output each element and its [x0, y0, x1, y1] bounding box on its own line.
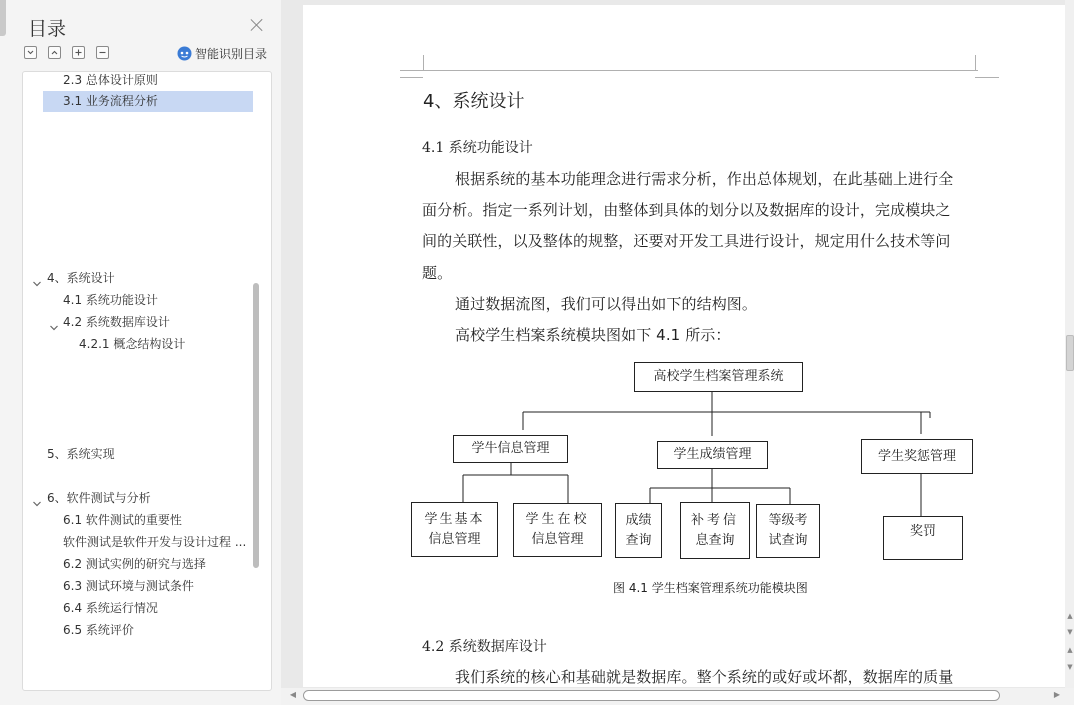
toc-item-6-1-sub[interactable]: [63, 532, 246, 553]
subsection-heading-4-2: 4.2 系统数据库设计: [422, 639, 547, 655]
paragraph-line: 根据系统的基本功能理念进行需求分析，作出总体规划，在此基础上进行全: [455, 170, 954, 188]
minus-icon[interactable]: [96, 46, 109, 59]
diagram-root-node: 高校学生档案管理系统: [634, 362, 803, 392]
paragraph-line: 我们系统的核心和基础就是数据库。整个系统的或好或坏都，数据库的质量: [455, 668, 954, 686]
paragraph-line: 高校学生档案系统模块图如下 4.1 所示：: [455, 326, 731, 344]
paragraph-line: 间的关联性，以及整体的规整，还要对开发工具进行设计，规定用什么技术等问: [422, 232, 951, 250]
smart-recognize-icon: [177, 46, 192, 61]
chevron-down-icon[interactable]: [32, 494, 42, 504]
toc-scrollbar[interactable]: [253, 283, 259, 568]
header-line: [400, 70, 978, 71]
paragraph-line: 通过数据流图，我们可以得出如下的结构图。: [455, 295, 758, 313]
toc-item-label: 6.2 测试实例的研究与选择: [63, 557, 206, 571]
leaf-line: 学生基本: [424, 511, 485, 527]
toc-item-label: 4.2 系统数据库设计: [63, 315, 170, 329]
smart-toc-label: 智能识别目录: [195, 46, 268, 61]
diagram-node-reward: 学生奖惩管理: [861, 439, 973, 474]
section-heading: 4、系统设计: [423, 91, 525, 112]
toc-item-label: 6.3 测试环境与测试条件: [63, 579, 194, 593]
crop-mark-left-h: [400, 77, 423, 78]
subsection-heading-4-1: 4.1 系统功能设计: [422, 140, 533, 156]
scroll-up-icon[interactable]: ▲: [1067, 612, 1073, 620]
toc-list: [22, 71, 272, 691]
toc-item-4[interactable]: [47, 268, 115, 289]
chevron-down-icon[interactable]: [49, 318, 59, 328]
diagram-leaf-reward: 奖罚: [883, 516, 963, 560]
toc-panel: [0, 0, 281, 705]
leaf-line: 等级考: [768, 513, 808, 528]
plus-icon[interactable]: [72, 46, 85, 59]
toc-item-6-2[interactable]: [63, 554, 206, 575]
document-horizontal-scroll-thumb[interactable]: [303, 690, 1000, 701]
page-up-icon[interactable]: ▲: [1067, 646, 1073, 654]
crop-mark-right: [975, 55, 976, 70]
scroll-down-icon[interactable]: ▼: [1067, 628, 1073, 636]
crop-mark-right-h: [975, 77, 999, 78]
leaf-line: 补考信: [690, 512, 739, 528]
toc-title: 目录: [28, 18, 67, 40]
toc-item-label: 4.2.1 概念结构设计: [79, 337, 186, 351]
toc-item-label: 6.5 系统评价: [63, 623, 134, 637]
toc-item-4-1[interactable]: [63, 290, 158, 311]
diagram-leaf-level-query: [756, 504, 820, 558]
toc-item-4-2[interactable]: [63, 312, 170, 333]
toc-item-label: 4、系统设计: [47, 271, 115, 285]
toc-item-label: 软件测试是软件开发与设计过程 ...: [63, 535, 247, 549]
toc-item-label: 6、软件测试与分析: [47, 491, 151, 505]
page-down-icon[interactable]: ▼: [1067, 663, 1073, 671]
toc-item-6[interactable]: [47, 488, 151, 509]
toc-item-2-3[interactable]: [43, 71, 253, 91]
toc-item-6-1[interactable]: [63, 510, 182, 531]
paragraph-line: 面分析。指定一系列计划，由整体到具体的划分以及数据库的设计，完成模块之: [422, 201, 951, 219]
toc-item-label: 6.4 系统运行情况: [63, 601, 158, 615]
toc-item-label: 3.1 业务流程分析: [63, 94, 158, 108]
toc-item-6-4[interactable]: [63, 598, 158, 619]
smart-toc-button[interactable]: [177, 45, 267, 61]
leaf-line: 试查询: [768, 533, 808, 548]
paragraph-line: 题。: [422, 264, 453, 282]
toc-item-3-1[interactable]: [43, 91, 253, 112]
diagram-node-score: 学生成绩管理: [657, 441, 768, 469]
document-page: [303, 5, 1065, 687]
leaf-line: 信息管理: [531, 532, 584, 547]
toc-item-6-3[interactable]: [63, 576, 194, 597]
leaf-line: 成绩: [625, 512, 652, 528]
expand-up-icon[interactable]: [48, 46, 61, 59]
leaf-line: 信息管理: [428, 531, 481, 547]
document-vertical-scroll-thumb[interactable]: [1066, 335, 1074, 371]
diagram-leaf-school-info: [513, 503, 602, 557]
diagram-node-student-info: 学牛信息管理: [453, 435, 568, 463]
crop-mark-left: [423, 55, 424, 70]
toc-item-5[interactable]: [47, 444, 115, 465]
toc-item-label: 5、系统实现: [47, 447, 115, 461]
diagram-leaf-basic-info: [411, 502, 498, 557]
figure-caption: 图 4.1 学生档案管理系统功能模块图: [613, 581, 808, 595]
close-icon[interactable]: [249, 17, 265, 33]
toc-item-label: 6.1 软件测试的重要性: [63, 513, 182, 527]
scroll-right-icon[interactable]: ▶: [1053, 690, 1061, 699]
chevron-down-icon[interactable]: [32, 274, 42, 284]
diagram-leaf-makeup-query: [680, 502, 750, 559]
toc-item-label: 2.3 总体设计原则: [63, 73, 158, 87]
collapse-all-icon[interactable]: [24, 46, 37, 59]
leaf-line: 查询: [625, 532, 652, 548]
toc-item-6-5[interactable]: [63, 620, 134, 641]
toc-item-4-2-1[interactable]: [79, 334, 185, 355]
leaf-line: 学生在校: [525, 512, 590, 527]
diagram-leaf-score-query: [615, 503, 662, 558]
toc-panel-scroll-grip[interactable]: [0, 0, 6, 36]
leaf-line: 息查询: [695, 532, 735, 548]
module-diagram: [403, 350, 963, 610]
toc-item-label: 4.1 系统功能设计: [63, 293, 158, 307]
scroll-left-icon[interactable]: ◀: [289, 690, 297, 699]
